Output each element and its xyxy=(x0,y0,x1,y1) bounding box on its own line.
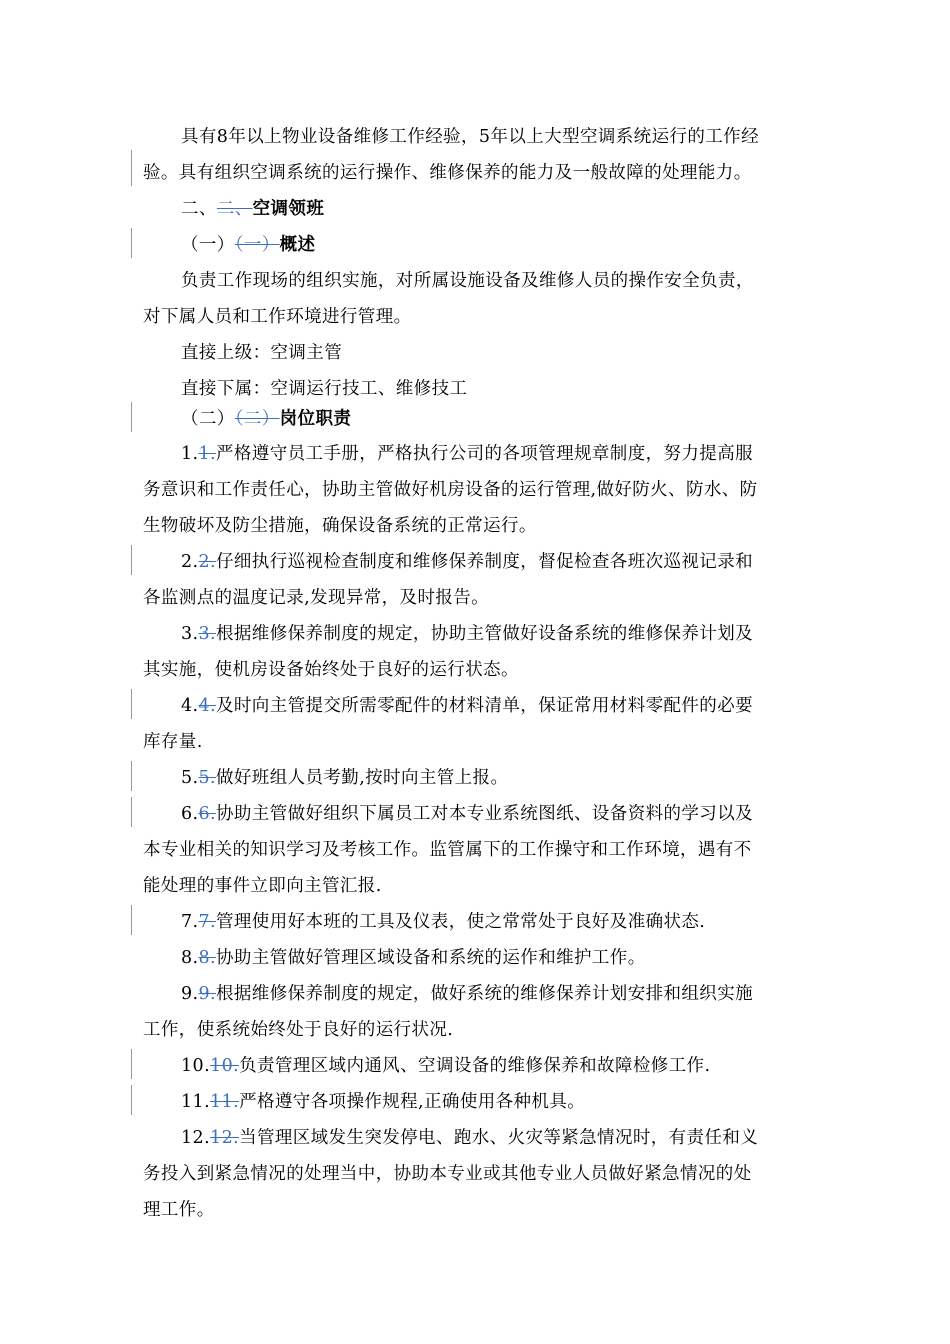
line-text: 各监测点的温度记录,发现异常，及时报告。 xyxy=(143,588,490,608)
deleted-numbering: （一） xyxy=(234,235,280,255)
paragraph-line xyxy=(0,580,950,616)
deleted-numbering: 12. xyxy=(210,1128,240,1148)
heading-text: 概述 xyxy=(279,235,316,255)
item-number: 2. xyxy=(181,552,199,572)
heading-text: 空调领班 xyxy=(252,199,325,219)
list-item xyxy=(0,436,950,472)
paragraph-line xyxy=(0,1192,950,1228)
line-text: 直接下属：空调运行技工、维修技工 xyxy=(181,379,468,399)
line-text: 能处理的事件立即向主管汇报. xyxy=(143,876,382,896)
item-text: 根据维修保养制度的规定，做好系统的维修保养计划安排和组织实施 xyxy=(216,984,753,1004)
heading-number: （一） xyxy=(181,235,235,255)
item-text: 根据维修保养制度的规定，协助主管做好设备系统的维修保养计划及 xyxy=(216,624,753,644)
line-text: 本专业相关的知识学习及考核工作。监管属下的工作操守和工作环境，遇有不 xyxy=(143,840,752,860)
paragraph-line xyxy=(0,1012,950,1048)
line-text: 其实施，使机房设备始终处于良好的运行状态。 xyxy=(143,660,519,680)
item-text: 仔细执行巡视检查制度和维修保养制度，督促检查各班次巡视记录和 xyxy=(216,552,753,572)
list-item xyxy=(0,616,950,652)
line-text: 理工作。 xyxy=(143,1200,215,1220)
line-text: 验。具有组织空调系统的运行操作、维修保养的能力及一般故障的处理能力。 xyxy=(143,163,752,183)
line-text: 具有8年以上物业设备维修工作经验，5年以上大型空调系统运行的工作经 xyxy=(181,127,759,147)
item-text: 当管理区域发生突发停电、跑水、火灾等紧急情况时，有责任和义 xyxy=(239,1128,759,1148)
paragraph-line xyxy=(0,299,950,335)
deleted-numbering: 1. xyxy=(198,444,216,464)
deleted-numbering: 7. xyxy=(198,912,216,932)
paragraph-line xyxy=(0,335,950,371)
list-item xyxy=(0,796,950,832)
paragraph-line xyxy=(0,868,950,904)
deleted-numbering: 10. xyxy=(210,1056,240,1076)
list-item xyxy=(0,1120,950,1156)
item-number: 7. xyxy=(181,912,199,932)
deleted-numbering: 8. xyxy=(198,948,216,968)
item-number: 11. xyxy=(181,1092,211,1112)
paragraph-line xyxy=(0,1156,950,1192)
item-text: 严格遵守员工手册，严格执行公司的各项管理规章制度，努力提高服 xyxy=(216,444,753,464)
subsection-heading xyxy=(0,227,950,263)
item-number: 8. xyxy=(181,948,199,968)
line-text: 生物破坏及防尘措施，确保设备系统的正常运行。 xyxy=(143,516,537,536)
deleted-numbering: 6. xyxy=(198,804,216,824)
line-text: 务意识和工作责任心，协助主管做好机房设备的运行管理,做好防火、防水、防 xyxy=(143,480,758,500)
deleted-numbering: 9. xyxy=(198,984,216,1004)
paragraph-line xyxy=(0,263,950,299)
line-text: 负责工作现场的组织实施，对所属设施设备及维修人员的操作安全负责， xyxy=(181,271,754,291)
list-item xyxy=(0,1084,950,1120)
paragraph-line xyxy=(0,832,950,868)
paragraph-line xyxy=(0,724,950,760)
item-text: 及时向主管提交所需零配件的材料清单，保证常用材料零配件的必要 xyxy=(216,696,753,716)
paragraph-line xyxy=(0,119,950,155)
section-heading xyxy=(0,191,950,227)
list-item xyxy=(0,688,950,724)
heading-text: 岗位职责 xyxy=(279,409,352,429)
paragraph-line xyxy=(0,652,950,688)
line-text: 务投入到紧急情况的处理当中，协助本专业或其他专业人员做好紧急情况的处 xyxy=(143,1164,752,1184)
item-number: 9. xyxy=(181,984,199,1004)
item-text: 做好班组人员考勤,按时向主管上报。 xyxy=(216,768,509,788)
list-item xyxy=(0,544,950,580)
list-item xyxy=(0,760,950,796)
item-number: 1. xyxy=(181,444,199,464)
list-item xyxy=(0,940,950,976)
heading-number: 二、 xyxy=(181,199,217,219)
paragraph-line xyxy=(0,155,950,191)
list-item xyxy=(0,904,950,940)
line-text: 对下属人员和工作环境进行管理。 xyxy=(143,307,412,327)
subsection-heading xyxy=(0,401,950,437)
line-text: 库存量. xyxy=(143,732,203,752)
item-number: 5. xyxy=(181,768,199,788)
item-number: 12. xyxy=(181,1128,211,1148)
item-number: 3. xyxy=(181,624,199,644)
deleted-numbering: （二） xyxy=(234,409,280,429)
deleted-numbering: 11. xyxy=(210,1092,240,1112)
item-text: 协助主管做好组织下属员工对本专业系统图纸、设备资料的学习以及 xyxy=(216,804,753,824)
deleted-numbering: 2. xyxy=(198,552,216,572)
item-number: 4. xyxy=(181,696,199,716)
list-item xyxy=(0,1048,950,1084)
heading-number: （二） xyxy=(181,409,235,429)
paragraph-line xyxy=(0,508,950,544)
item-number: 10. xyxy=(181,1056,211,1076)
deleted-numbering: 5. xyxy=(198,768,216,788)
deleted-numbering: 4. xyxy=(198,696,216,716)
line-text: 工作，使系统始终处于良好的运行状况. xyxy=(143,1020,454,1040)
list-item xyxy=(0,976,950,1012)
deleted-numbering: 3. xyxy=(198,624,216,644)
item-text: 负责管理区域内通风、空调设备的维修保养和故障检修工作. xyxy=(239,1056,711,1076)
item-text: 严格遵守各项操作规程,正确使用各种机具。 xyxy=(239,1092,586,1112)
paragraph-line xyxy=(0,472,950,508)
line-text: 直接上级：空调主管 xyxy=(181,343,343,363)
deleted-numbering: 二、 xyxy=(216,199,253,219)
item-text: 协助主管做好管理区域设备和系统的运作和维护工作。 xyxy=(216,948,646,968)
item-text: 管理使用好本班的工具及仪表，使之常常处于良好及准确状态. xyxy=(216,912,706,932)
item-number: 6. xyxy=(181,804,199,824)
